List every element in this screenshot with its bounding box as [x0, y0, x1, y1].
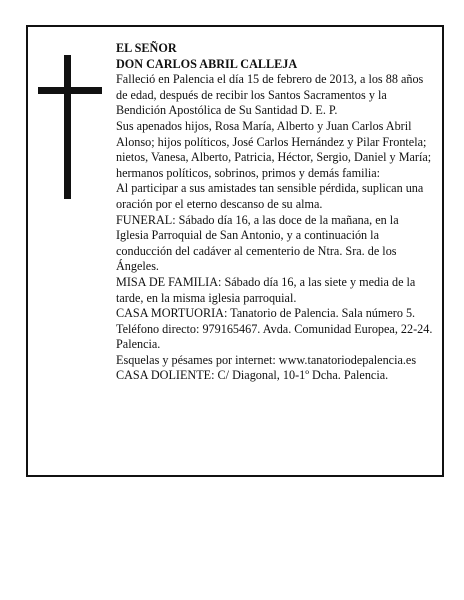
cross-icon: [38, 55, 102, 199]
funeral-info: FUNERAL: Sábado día 16, a las doce de la mañana, en la Iglesia Parroquial de San Antonio, y a continuación la conducción del cadáver al cementerio de Ntra. Sra. de los Ángeles.: [116, 212, 399, 274]
cross-vertical-bar: [64, 55, 71, 199]
deceased-name: DON CARLOS ABRIL CALLEJA: [116, 56, 298, 71]
notice-text: [116, 41, 434, 384]
family-list: Sus apenados hijos, Rosa María, Alberto y Juan Carlos Abril Alonso; hijos políticos, José Carlos Hernández y Pilar Frontela; nietos, Vanesa, Alberto, Patricia, Héctor, Sergio, Daniel y María; hermanos políticos, sobrinos, primos y demás familia:: [116, 118, 432, 180]
internet-condolences: Esquelas y pésames por internet: www.tanatoriodepalencia.es: [116, 352, 417, 367]
family-mass-info: MISA DE FAMILIA: Sábado día 16, a las siete y media de la tarde, en la misma iglesia parroquial.: [116, 274, 416, 305]
cross-horizontal-bar: [38, 87, 102, 94]
prayer-request: Al participar a sus amistades tan sensible pérdida, suplican una oración por el eterno descanso de su alma.: [116, 181, 424, 211]
family-home-address: CASA DOLIENTE: C/ Diagonal, 10-1º Dcha. Palencia.: [116, 368, 389, 383]
title-line-1: EL SEÑOR: [116, 41, 177, 55]
funeral-home-info: CASA MORTUORIA: Tanatorio de Palencia. Sala número 5. Teléfono directo: 979165467. Avda. Comunidad Europea, 22-24. Palencia.: [116, 306, 433, 352]
death-announcement: Falleció en Palencia el día 15 de febrero de 2013, a los 88 años de edad, después de recibir los Santos Sacramentos y la Bendición Apostólica de Su Santidad D. E. P.: [116, 72, 424, 118]
obituary-notice: [26, 25, 444, 477]
